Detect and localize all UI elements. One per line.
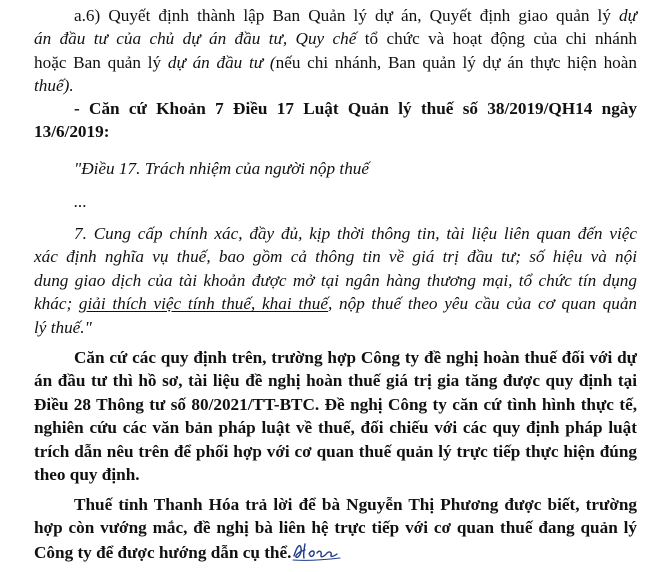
line: Điều 28 Thông tư số 80/2021/TT-BTC. Đề nghị Công ty căn cứ tình hình thực tế,: [34, 394, 637, 414]
line: [34, 292, 637, 315]
line: nghiên cứu các văn bản pháp luật về thuế, đối chiếu với các quy định pháp luật: [34, 418, 637, 438]
line: [34, 51, 637, 74]
line: Thuế tỉnh Thanh Hóa trả lời để bà Nguyễn Thị Phương được biết, trường: [74, 495, 637, 514]
text-run: nếu chi nhánh, Ban quản lý dự án thực hiện hoàn: [275, 52, 638, 72]
text-run: tổ chức và hoạt động của chi nhánh: [356, 29, 638, 49]
conclusion-paragraph: [34, 346, 637, 486]
ellipsis: [34, 190, 637, 213]
handwritten-initials-signature: [291, 540, 343, 562]
line: thuế).: [34, 76, 74, 96]
line: hợp còn vướng mắc, đề nghị bà liên hệ trực tiếp với cơ quan thuế đang quản lý: [34, 518, 637, 538]
quoted-clause-a6: [34, 4, 637, 98]
line: án đầu tư thì hồ sơ, tài liệu đề nghị hoàn thuế giá trị gia tăng được quy định tại: [34, 371, 637, 391]
text-run: Công ty để được hướng dẫn cụ thể.: [34, 542, 292, 562]
line: - Căn cứ Khoản 7 Điều 17 Luật Quản lý thuế số 38/2019/QH14 ngày: [74, 99, 637, 118]
quoted-clause-7: [34, 222, 637, 339]
article-title: [34, 157, 637, 180]
line: ...: [74, 192, 87, 211]
line: Căn cứ các quy định trên, trường hợp Công ty đề nghị hoàn thuế đối với dự: [74, 348, 637, 367]
line: dung giao dịch của tài khoản được mở tại ngân hàng thương mại, tổ chức tín dụng: [34, 270, 637, 290]
line: [34, 540, 637, 564]
line: [34, 4, 637, 27]
line: xác định nghĩa vụ thuế, bao gồm cả thông tin về giá trị đầu tư; số hiệu và nội: [34, 247, 637, 267]
line: theo quy định.: [34, 465, 140, 485]
text-run: án đầu tư của chủ dự án đầu tư, Quy chế: [34, 29, 357, 49]
text-run: , nộp thuế theo yêu cầu của cơ quan quản: [327, 294, 638, 314]
line: lý thuế.": [34, 317, 92, 337]
closing-paragraph: [34, 493, 637, 564]
line: 7. Cung cấp chính xác, đầy đủ, kịp thời thông tin, tài liệu liên quan đến việc: [74, 224, 637, 243]
line: trích dẫn nêu trên để phối hợp với cơ quan thuế quản lý trực tiếp thực hiện đúng: [34, 441, 637, 461]
text-run: khác;: [34, 294, 79, 314]
underlined-text: giải thích việc tính thuế, khai thuế: [78, 294, 328, 314]
text-run: hoặc Ban quản lý: [34, 52, 168, 72]
line: "Điều 17. Trách nhiệm của người nộp thuế: [74, 159, 370, 178]
line: [34, 27, 637, 50]
line: 13/6/2019:: [34, 122, 110, 142]
text-run: dự án đầu tư (: [167, 52, 276, 72]
text-run: dự: [619, 6, 637, 25]
legal-basis-paragraph: [34, 97, 637, 144]
text-run: a.6) Quyết định thành lập Ban Quản lý dự án, Quyết định giao quản lý: [74, 6, 620, 25]
